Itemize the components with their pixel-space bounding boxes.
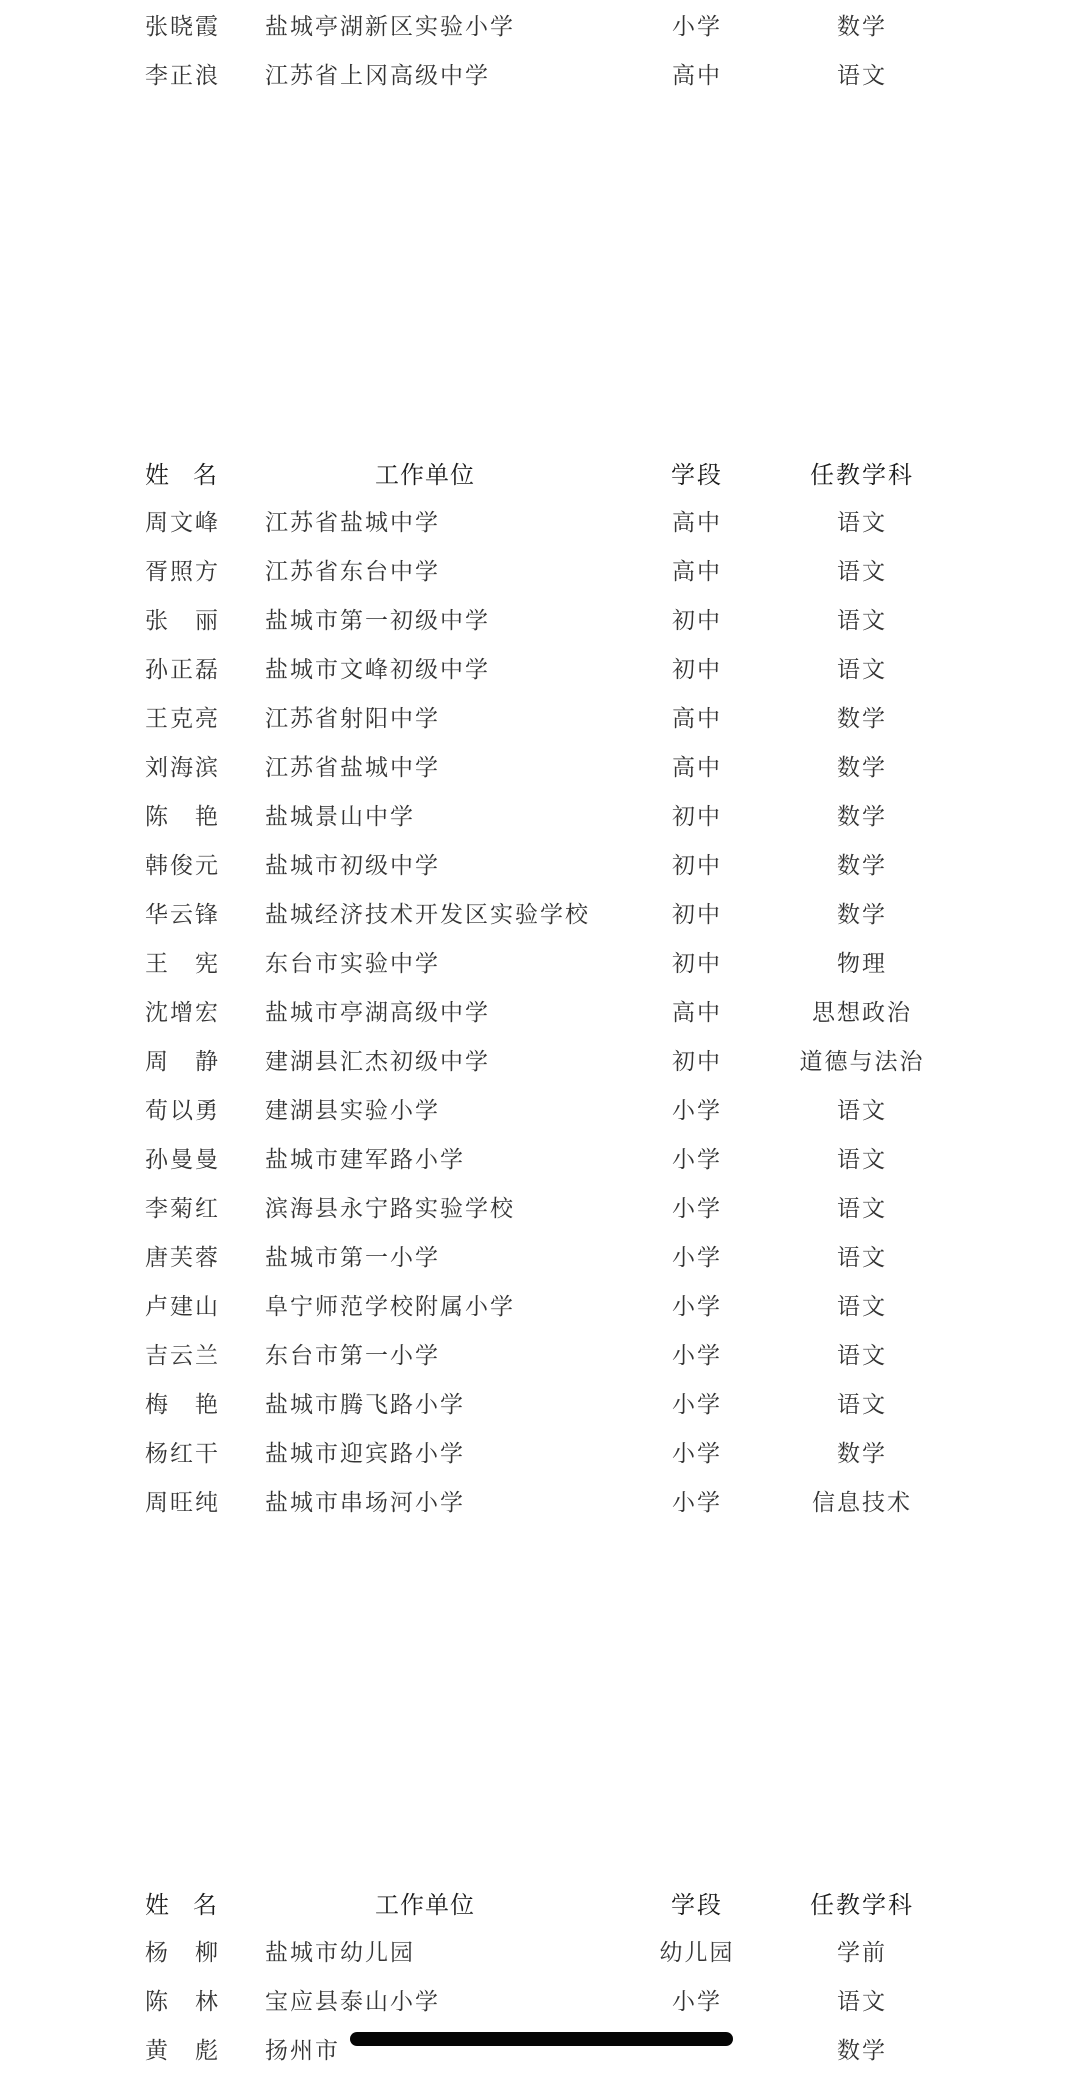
work-unit: 盐城市第一小学 — [265, 1245, 440, 1271]
work-unit: 盐城市建军路小学 — [265, 1147, 465, 1173]
table-row: 王克亮 江苏省射阳中学 高中 数学 — [0, 692, 1080, 741]
work-unit: 盐城市初级中学 — [265, 853, 440, 879]
teacher-name: 沈增宏 — [145, 1000, 220, 1026]
work-unit: 江苏省盐城中学 — [265, 755, 440, 781]
redaction-bar — [350, 2032, 733, 2046]
work-unit: 盐城市第一初级中学 — [265, 608, 490, 634]
table-row: 荀以勇 建湖县实验小学 小学 语文 — [0, 1084, 1080, 1133]
table-row: 杨 柳 盐城市幼儿园 幼儿园 学前 — [0, 1926, 1080, 1975]
table-row: 王 宪 东台市实验中学 初中 物理 — [0, 937, 1080, 986]
table-row: 李正浪 江苏省上冈高级中学 高中 语文 — [0, 49, 1080, 98]
teacher-table-part-1 — [0, 0, 1080, 98]
teacher-name: 周旺纯 — [145, 1490, 220, 1516]
work-unit: 江苏省东台中学 — [265, 559, 440, 585]
table-row: 陈 林 宝应县泰山小学 小学 语文 — [0, 1975, 1080, 2024]
teacher-name: 胥照方 — [145, 559, 220, 585]
work-unit: 盐城经济技术开发区实验学校 — [265, 902, 590, 928]
work-unit: 东台市实验中学 — [265, 951, 440, 977]
teacher-name: 张 丽 — [145, 608, 220, 634]
work-unit: 扬州市 — [265, 2038, 340, 2064]
work-unit: 建湖县实验小学 — [265, 1098, 440, 1124]
teacher-name: 吉云兰 — [145, 1343, 220, 1369]
work-unit: 江苏省盐城中学 — [265, 510, 440, 536]
table-row: 张 丽 盐城市第一初级中学 初中 语文 — [0, 594, 1080, 643]
header-name: 姓 名 — [145, 461, 217, 489]
table-row: 吉云兰 东台市第一小学 小学 语文 — [0, 1329, 1080, 1378]
table-row: 黄 彪 扬州市 数学 — [0, 2024, 1080, 2073]
table-row: 梅 艳 盐城市腾飞路小学 小学 语文 — [0, 1378, 1080, 1427]
table-header: 姓 名 工作单位 学段 任教学科 — [0, 1877, 1080, 1926]
teacher-name: 李菊红 — [145, 1196, 220, 1222]
teacher-name: 周文峰 — [145, 510, 220, 536]
header-work-unit: 工作单位 — [375, 461, 475, 489]
table-row: 周旺纯 盐城市串场河小学 小学 信息技术 — [0, 1476, 1080, 1525]
table-row: 华云锋 盐城经济技术开发区实验学校 初中 数学 — [0, 888, 1080, 937]
work-unit: 盐城市亭湖高级中学 — [265, 1000, 490, 1026]
table-row: 胥照方 江苏省东台中学 高中 语文 — [0, 545, 1080, 594]
teacher-name: 陈 林 — [145, 1989, 220, 2015]
table-row: 杨红干 盐城市迎宾路小学 小学 数学 — [0, 1427, 1080, 1476]
table-row: 唐芙蓉 盐城市第一小学 小学 语文 — [0, 1231, 1080, 1280]
table-header: 姓 名 工作单位 学段 任教学科 — [0, 447, 1080, 496]
teacher-name: 梅 艳 — [145, 1392, 220, 1418]
work-unit: 盐城市迎宾路小学 — [265, 1441, 465, 1467]
work-unit: 东台市第一小学 — [265, 1343, 440, 1369]
teacher-name: 孙正磊 — [145, 657, 220, 683]
teacher-name: 张晓霞 — [145, 14, 220, 40]
work-unit: 盐城市腾飞路小学 — [265, 1392, 465, 1418]
teacher-name: 韩俊元 — [145, 853, 220, 879]
teacher-name: 荀以勇 — [145, 1098, 220, 1124]
work-unit: 建湖县汇杰初级中学 — [265, 1049, 490, 1075]
table-row: 沈增宏 盐城市亭湖高级中学 高中 思想政治 — [0, 986, 1080, 1035]
table-row: 孙曼曼 盐城市建军路小学 小学 语文 — [0, 1133, 1080, 1182]
work-unit: 江苏省上冈高级中学 — [265, 63, 490, 89]
teacher-name: 李正浪 — [145, 63, 220, 89]
table-row: 孙正磊 盐城市文峰初级中学 初中 语文 — [0, 643, 1080, 692]
header-name: 姓 名 — [145, 1891, 217, 1919]
table-row: 陈 艳 盐城景山中学 初中 数学 — [0, 790, 1080, 839]
work-unit: 阜宁师范学校附属小学 — [265, 1294, 515, 1320]
table-row: 张晓霞 盐城亭湖新区实验小学 小学 数学 — [0, 0, 1080, 49]
work-unit: 盐城市串场河小学 — [265, 1490, 465, 1516]
table-row: 周 静 建湖县汇杰初级中学 初中 道德与法治 — [0, 1035, 1080, 1084]
work-unit: 盐城市文峰初级中学 — [265, 657, 490, 683]
teacher-name: 黄 彪 — [145, 2038, 220, 2064]
teacher-name: 华云锋 — [145, 902, 220, 928]
work-unit: 盐城市幼儿园 — [265, 1940, 415, 1966]
table-row: 卢建山 阜宁师范学校附属小学 小学 语文 — [0, 1280, 1080, 1329]
header-work-unit: 工作单位 — [375, 1891, 475, 1919]
teacher-name: 陈 艳 — [145, 804, 220, 830]
teacher-name: 王克亮 — [145, 706, 220, 732]
teacher-name: 孙曼曼 — [145, 1147, 220, 1173]
teacher-name: 唐芙蓉 — [145, 1245, 220, 1271]
teacher-name: 杨红干 — [145, 1441, 220, 1467]
table-row: 韩俊元 盐城市初级中学 初中 数学 — [0, 839, 1080, 888]
teacher-name: 王 宪 — [145, 951, 220, 977]
work-unit: 宝应县泰山小学 — [265, 1989, 440, 2015]
work-unit: 盐城景山中学 — [265, 804, 415, 830]
work-unit: 江苏省射阳中学 — [265, 706, 440, 732]
table-row: 刘海滨 江苏省盐城中学 高中 数学 — [0, 741, 1080, 790]
table-row: 周文峰 江苏省盐城中学 高中 语文 — [0, 496, 1080, 545]
work-unit: 盐城亭湖新区实验小学 — [265, 14, 515, 40]
teacher-name: 周 静 — [145, 1049, 220, 1075]
table-row: 李菊红 滨海县永宁路实验学校 小学 语文 — [0, 1182, 1080, 1231]
work-unit: 滨海县永宁路实验学校 — [265, 1196, 515, 1222]
teacher-name: 卢建山 — [145, 1294, 220, 1320]
teacher-name: 杨 柳 — [145, 1940, 220, 1966]
teacher-table-part-2 — [0, 447, 1080, 1525]
teacher-name: 刘海滨 — [145, 755, 220, 781]
